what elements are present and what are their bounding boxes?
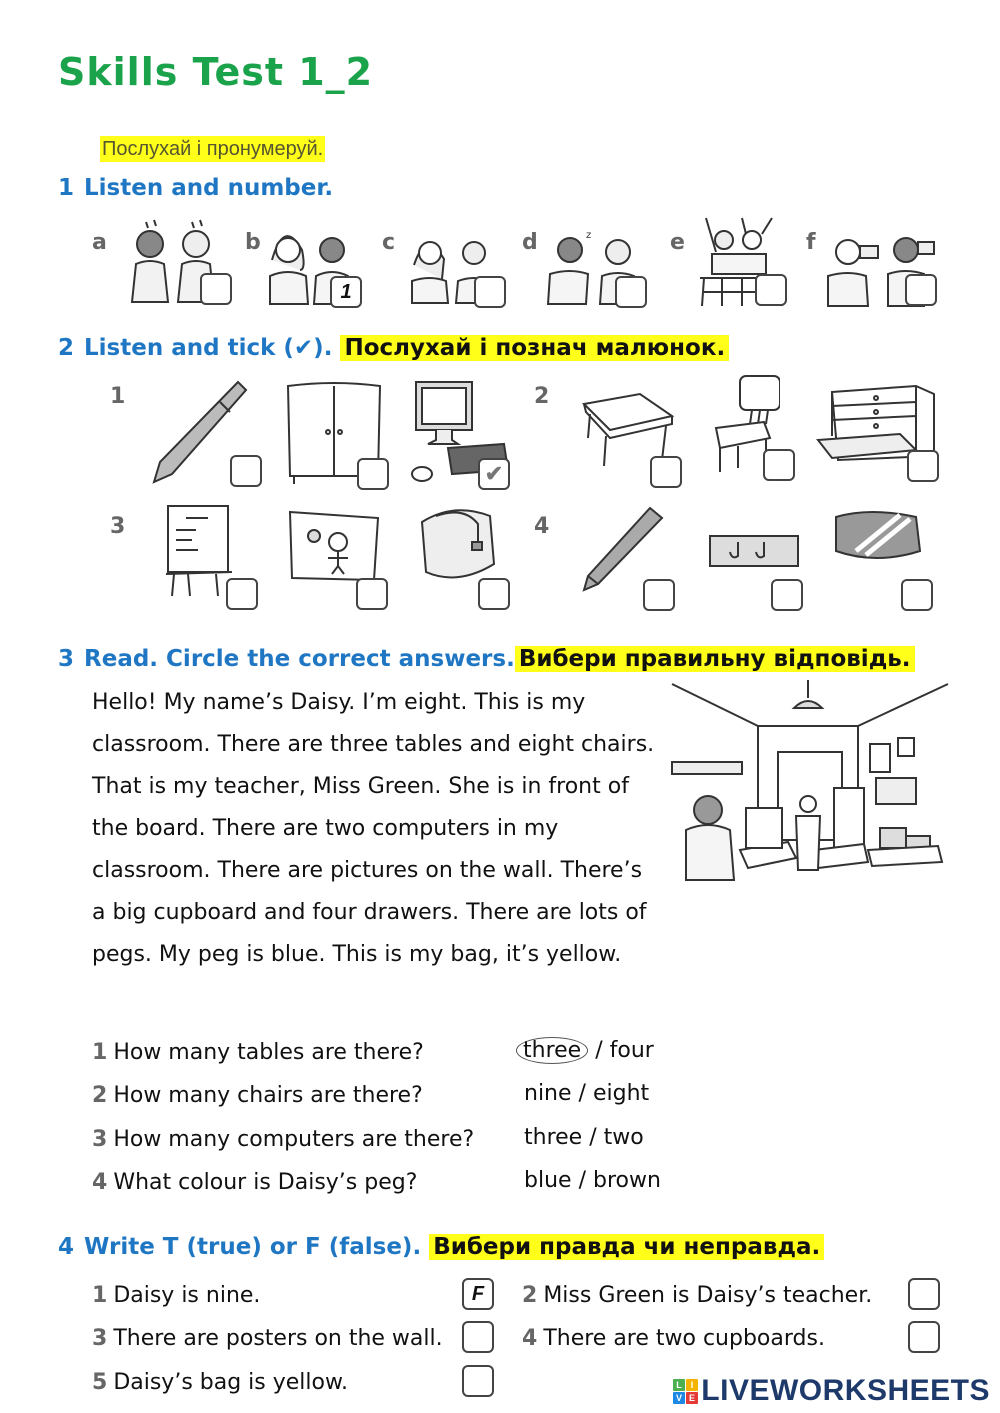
option-nine[interactable]: nine <box>524 1081 572 1106</box>
question-1-options <box>524 1038 654 1063</box>
tick-box-drawers[interactable] <box>907 450 939 482</box>
section4-heading-uk: Вибери правда чи неправда. <box>429 1234 824 1260</box>
tick-box-pegs[interactable] <box>771 579 803 611</box>
item-letter-a: a <box>92 230 107 255</box>
section3-heading-uk: Вибери правильну відповідь. <box>515 646 915 672</box>
question-3: 3 How many computers are there? <box>92 1127 475 1152</box>
picture-pencil-case <box>830 505 926 565</box>
section2-heading-text: Listen and tick (✔). <box>84 335 333 361</box>
tf-answer-box-4[interactable] <box>908 1321 940 1353</box>
separator: / <box>589 1125 597 1150</box>
tf-statement-4: 4 There are two cupboards. <box>522 1326 825 1351</box>
tf-statement-3: 3 There are posters on the wall. <box>92 1326 443 1351</box>
option-blue[interactable]: blue <box>524 1168 572 1193</box>
tf-answer-box-1[interactable]: F <box>462 1278 494 1310</box>
section1-hint-uk: Послухай і пронумеруй. <box>102 138 324 160</box>
item-letter-f: f <box>806 230 816 255</box>
answer-box-b[interactable]: 1 <box>330 276 362 308</box>
option-two[interactable]: two <box>603 1125 644 1150</box>
tf-answer-box-2[interactable] <box>908 1278 940 1310</box>
tick-box-cupboard[interactable] <box>357 458 389 490</box>
item-letter-e: e <box>670 230 685 255</box>
item-letter-d: d <box>522 230 538 255</box>
tick-box-chair[interactable] <box>763 449 795 481</box>
liveworksheets-logo-icon: L I V E <box>673 1379 698 1404</box>
item-letter-b: b <box>245 230 261 255</box>
picture-poster <box>288 508 384 584</box>
tick-box-pen[interactable] <box>230 455 262 487</box>
tick-box-poster[interactable] <box>356 578 388 610</box>
tick-box-computer[interactable] <box>478 458 510 490</box>
tick-box-pencil-case[interactable] <box>901 579 933 611</box>
tf-answer-box-3[interactable] <box>462 1321 494 1353</box>
section1-number: 1 <box>58 175 75 201</box>
section4-heading-text: Write T (true) or F (false). <box>84 1234 422 1260</box>
question-2-options <box>524 1081 649 1106</box>
option-three-circled[interactable]: three <box>516 1037 588 1064</box>
picture-classroom-illustration <box>668 680 953 890</box>
separator: / <box>578 1081 586 1106</box>
tf-statement-2: 2 Miss Green is Daisy’s teacher. <box>522 1283 873 1308</box>
section1-heading <box>58 172 333 204</box>
answer-box-d[interactable] <box>615 276 647 308</box>
section4-heading <box>58 1231 824 1263</box>
item-letter-c: c <box>382 230 396 255</box>
section2-heading <box>58 332 729 364</box>
picture-board <box>162 502 236 598</box>
tick-box-board[interactable] <box>226 578 258 610</box>
option-three[interactable]: three <box>524 1125 583 1150</box>
section4-number: 4 <box>58 1234 75 1260</box>
group-number-3: 3 <box>110 514 126 539</box>
group-number-2: 2 <box>534 384 550 409</box>
group-number-1: 1 <box>110 384 126 409</box>
group-number-4: 4 <box>534 514 550 539</box>
liveworksheets-logo-text: LIVEWORKSHEETS <box>701 1374 990 1407</box>
tf-statement-1: 1 Daisy is nine. <box>92 1283 261 1308</box>
tick-box-table[interactable] <box>650 456 682 488</box>
section2-heading-uk: Послухай і познач малюнок. <box>340 335 729 361</box>
tf-statement-5: 5 Daisy’s bag is yellow. <box>92 1370 348 1395</box>
tick-box-pencil[interactable] <box>643 579 675 611</box>
tick-mark-icon: ✔ <box>484 461 504 486</box>
answer-box-c[interactable] <box>474 276 506 308</box>
option-eight[interactable]: eight <box>592 1081 650 1106</box>
question-4: 4 What colour is Daisy’s peg? <box>92 1170 418 1195</box>
picture-pegs <box>706 532 802 572</box>
section3-heading-text: Read. Circle the correct answers. <box>84 646 515 672</box>
option-brown[interactable]: brown <box>592 1168 661 1193</box>
separator: / <box>578 1168 586 1193</box>
section1-heading-text: Listen and number. <box>84 175 334 201</box>
section2-number: 2 <box>58 335 75 361</box>
tick-box-bag[interactable] <box>478 578 510 610</box>
question-4-options <box>524 1168 661 1193</box>
section3-heading <box>58 643 915 675</box>
svg-text:z: z <box>586 230 592 241</box>
picture-bag <box>414 502 500 584</box>
question-1: 1 How many tables are there? <box>92 1040 424 1065</box>
question-2: 2 How many chairs are there? <box>92 1083 423 1108</box>
question-3-options <box>524 1125 644 1150</box>
section3-number: 3 <box>58 646 75 672</box>
liveworksheets-logo[interactable] <box>673 1374 990 1408</box>
reading-passage: Hello! My name’s Daisy. I’m eight. This is my classroom. There are three tables and eight chairs. That is my teacher, Miss Green. She is in front of the board. There are two computers in my classroom. There are pictures on the wall. There’s a big cupboard and four drawers. There are lots of pegs. My peg is blue. This is my bag, it’s yellow. <box>92 690 655 967</box>
separator: / <box>595 1038 603 1063</box>
answer-box-e[interactable] <box>755 274 787 306</box>
page-title: Skills Test 1_2 <box>58 50 374 94</box>
option-four[interactable]: four <box>609 1038 654 1063</box>
tf-answer-box-5[interactable] <box>462 1365 494 1397</box>
answer-box-f[interactable] <box>905 274 937 306</box>
answer-box-a[interactable] <box>200 273 232 305</box>
